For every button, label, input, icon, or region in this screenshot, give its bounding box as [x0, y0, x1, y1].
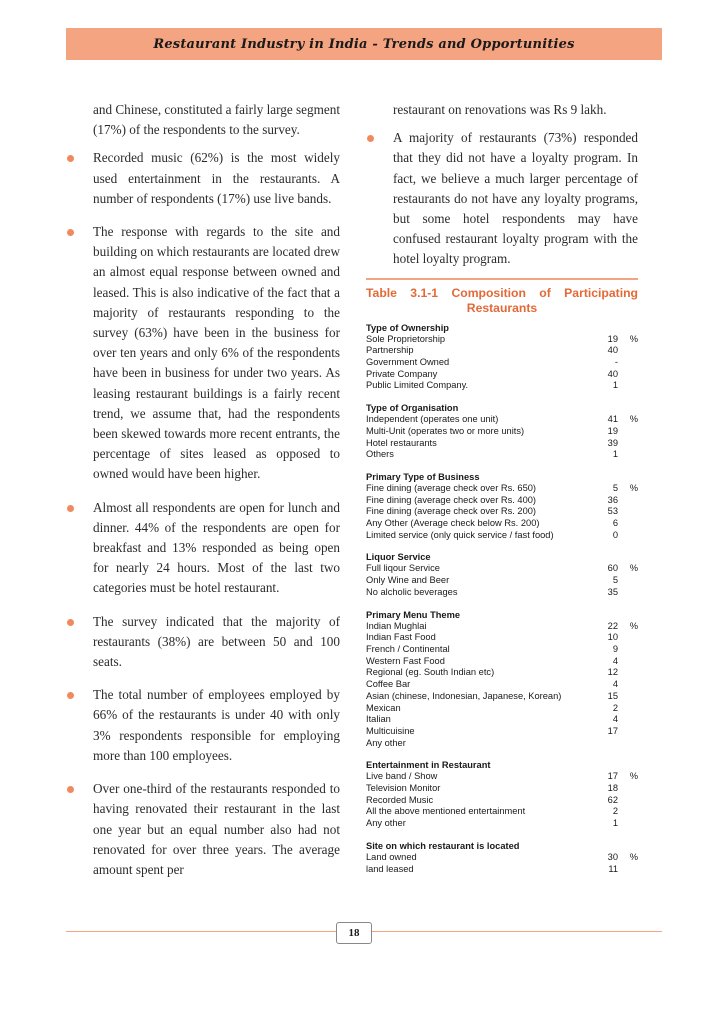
table-row [366, 506, 638, 518]
table-row-value: 0 [612, 529, 618, 540]
table-row-label: Others [366, 449, 394, 460]
table-row-label: Only Wine and Beer [366, 575, 450, 586]
table-row-percent: % [629, 563, 638, 574]
table-row-value: 19 [607, 333, 618, 344]
table-row-value: 4 [612, 714, 618, 725]
table-row-value: 30 [607, 851, 618, 862]
table-section-heading: Liquor Service [366, 552, 431, 563]
bullet-text: Over one-third of the restaurants responded to having renovated their restaurant in the last one year but an equal number also had not renovated for over three years. The average amount spent per [93, 781, 340, 877]
bullet-icon [67, 692, 74, 699]
table-row-percent [618, 518, 638, 530]
table-row-percent [618, 495, 638, 507]
table-row-percent [618, 357, 638, 369]
table-row-percent [618, 380, 638, 392]
table-row-percent: % [629, 333, 638, 344]
table-row-label: Regional (eg. South Indian etc) [366, 667, 495, 678]
table-row [366, 818, 638, 830]
table-row-value: 1 [612, 380, 618, 391]
table-row-label: Live band / Show [366, 771, 438, 782]
table-section [366, 551, 638, 598]
table-row-label: Indian Mughlai [366, 620, 427, 631]
left-column [66, 100, 340, 880]
table-row [366, 783, 638, 795]
table-row-label: Sole Proprietorship [366, 333, 446, 344]
table-row [366, 345, 638, 357]
table-row [366, 852, 638, 864]
table-title [366, 286, 638, 316]
left-intro-paragraph: and Chinese, constituted a fairly large segment (17%) of the respondents to the survey. [93, 102, 340, 138]
table-row-value: 60 [607, 563, 618, 574]
table-row-label: Private Company [366, 368, 438, 379]
table-row-percent [618, 426, 638, 438]
table-row-value: 18 [607, 783, 618, 794]
table-row-label: Mexican [366, 702, 401, 713]
table-row [366, 380, 638, 392]
table-row [366, 426, 638, 438]
table-section-heading: Site on which restaurant is located [366, 840, 520, 851]
table-row-label: Hotel restaurants [366, 437, 437, 448]
footer-rule-right [372, 931, 662, 932]
table-row-value: 39 [607, 437, 618, 448]
table-row-percent [618, 530, 638, 542]
table-title-line1: Table 3.1-1 Composition of Participating [366, 285, 638, 300]
table-row-percent [618, 806, 638, 818]
table-row-label: Any Other (Average check below Rs. 200) [366, 518, 540, 529]
table-row [366, 644, 638, 656]
table-row-percent [618, 438, 638, 450]
table-section [366, 840, 638, 875]
table-row-label: No alcholic beverages [366, 586, 458, 597]
bullet-text: Recorded music (62%) is the most widely used entertainment in the restaurants. A number of respondents (17%) use live bands. [93, 150, 340, 206]
table-row [366, 518, 638, 530]
table-row-value: 15 [607, 690, 618, 701]
table-row-percent [618, 587, 638, 599]
table-row-percent [618, 345, 638, 357]
table-row-value: 62 [607, 794, 618, 805]
table-row-value: 36 [607, 494, 618, 505]
table-row-value: 11 [608, 863, 618, 874]
footer-rule-left [66, 931, 336, 932]
table-row-percent [618, 506, 638, 518]
table-row [366, 449, 638, 461]
table-row-label: Asian (chinese, Indonesian, Japanese, Korean) [366, 690, 562, 701]
table-row [366, 738, 638, 750]
table-section [366, 322, 638, 393]
table-row-label: Any other [366, 818, 406, 829]
table-row-value: 1 [612, 818, 618, 829]
table-row [366, 587, 638, 599]
table-row [366, 369, 638, 381]
table-row-percent [618, 714, 638, 726]
table-section-heading: Type of Organisation [366, 403, 459, 414]
bullet-text: The survey indicated that the majority of restaurants (38%) are between 50 and 100 seats. [93, 613, 340, 670]
table-row-label: Fine dining (average check over Rs. 650) [366, 482, 537, 493]
table-row-label: Recorded Music [366, 794, 434, 805]
table-row-label: Coffee Bar [366, 679, 411, 690]
table-row-percent [618, 864, 638, 876]
bullet-item [66, 779, 340, 880]
table-title-line2: Restaurants [466, 300, 538, 315]
table-row-value: 5 [612, 482, 618, 493]
table-row [366, 438, 638, 450]
table-row-percent [618, 703, 638, 715]
table-row-percent [618, 667, 638, 679]
table-row-label: Partnership [366, 345, 414, 356]
table-row-label: Italian [366, 714, 391, 725]
table-row [366, 656, 638, 668]
table-row-value: 17 [607, 725, 618, 736]
bullet-item [366, 128, 638, 269]
bullet-item [66, 148, 340, 209]
table-row-label: Fine dining (average check over Rs. 200) [366, 506, 537, 517]
table-row-percent [618, 726, 638, 738]
table-row-value: 4 [612, 655, 618, 666]
table-row-label: Western Fast Food [366, 655, 445, 666]
table-row-value: 17 [607, 771, 618, 782]
right-intro-paragraph: restaurant on renovations was Rs 9 lakh. [393, 102, 607, 117]
bullet-text: A majority of restaurants (73%) responded that they did not have a loyalty program. In fact, we believe a much larger percentage of restaurants do not have any loyalty programs, but some hotel respondents may have confused restaurant loyalty program with the hotel loyalty program. [393, 130, 638, 267]
bullet-icon [67, 619, 74, 626]
table-section [366, 759, 638, 830]
page-number: 18 [336, 922, 372, 944]
bullet-text: The response with regards to the site and building on which restaurants are located drew an almost equal response between owned and leased. This is also indicative of the fact that a majority of restaurants responding to the survey (63%) have been in the business for over ten years and only 6% of the respondents have been in business for under two years. As leasing restaurant buildings is a fairly recent trend, we assume that, had the respondents been skewed towards more recent entrants, the percentage of sites leased as opposed to owned would have been higher. [93, 224, 340, 482]
table-row [366, 495, 638, 507]
table-row-label: French / Continental [366, 643, 450, 654]
right-column [366, 100, 638, 875]
table-section [366, 471, 638, 542]
table-row-percent [618, 644, 638, 656]
table-row [366, 575, 638, 587]
table-row-percent: % [629, 851, 638, 862]
table-row-value: 41 [607, 414, 618, 425]
table-row [366, 632, 638, 644]
table-row-value: 2 [612, 702, 618, 713]
table-row-percent [618, 575, 638, 587]
table-section-heading: Type of Ownership [366, 322, 449, 333]
table-row-label: Land owned [366, 851, 417, 862]
table-row-label: Multi-Unit (operates two or more units) [366, 425, 525, 436]
bullet-item [66, 685, 340, 766]
bullet-item [66, 498, 340, 599]
table-row [366, 714, 638, 726]
table-section-heading: Entertainment in Restaurant [366, 760, 491, 771]
table-row [366, 414, 638, 426]
table-row-value: 10 [607, 632, 618, 643]
table-section [366, 609, 638, 750]
table-row-percent [618, 818, 638, 830]
bullet-item [66, 612, 340, 673]
table-row [366, 726, 638, 738]
table-row-value: 5 [612, 575, 618, 586]
table-top-rule [366, 278, 638, 280]
table-row-value: 19 [607, 425, 618, 436]
table-row-label: Multicuisine [366, 725, 415, 736]
table-row-label: land leased [366, 863, 414, 874]
table-row-label: Fine dining (average check over Rs. 400) [366, 494, 537, 505]
table-row-percent: % [629, 482, 638, 493]
bullet-text: Almost all respondents are open for lunch and dinner. 44% of the respondents are open for breakfast and 13% responded as being open for nearly 24 hours. Most of the last two categories must be hotel restaurant. [93, 499, 340, 596]
bullet-icon [67, 786, 74, 793]
table-row-value: 9 [612, 643, 618, 654]
table-row [366, 357, 638, 369]
table-row [366, 795, 638, 807]
table-row [366, 667, 638, 679]
table-row-percent: % [629, 414, 638, 425]
table-row [366, 530, 638, 542]
table-row-percent [618, 449, 638, 461]
table-row-label: Public Limited Company. [366, 380, 469, 391]
table-row-value [592, 738, 618, 750]
table-row-value: 6 [612, 518, 618, 529]
table-row [366, 771, 638, 783]
table-row-value: 53 [607, 506, 618, 517]
bullet-text: The total number of employees employed by 66% of the restaurants is under 40 with only 3% respondents responsible for employing more than 100 employees. [93, 687, 340, 763]
table-row-value: 4 [612, 679, 618, 690]
table-section [366, 402, 638, 461]
table-row-percent [618, 632, 638, 644]
table-row-value: - [614, 357, 618, 368]
table-row-percent [618, 738, 638, 750]
bullet-icon [67, 229, 74, 236]
table-row [366, 864, 638, 876]
table-row [366, 563, 638, 575]
table-row-percent [618, 783, 638, 795]
table-row-label: Indian Fast Food [366, 632, 436, 643]
table-row [366, 703, 638, 715]
table-row [366, 621, 638, 633]
table-row-percent [618, 691, 638, 703]
table-row-value: 1 [612, 449, 618, 460]
table-section-heading: Primary Menu Theme [366, 609, 461, 620]
table-row-value: 22 [607, 620, 618, 631]
table-row-value: 2 [612, 806, 618, 817]
table-row-label: Any other [366, 737, 406, 748]
table-row-percent [618, 795, 638, 807]
bullet-icon [67, 505, 74, 512]
bullet-item [66, 222, 340, 485]
table-row-percent: % [629, 620, 638, 631]
table-row-percent: % [629, 771, 638, 782]
composition-table [366, 322, 638, 876]
table-row-value: 40 [607, 368, 618, 379]
table-row-percent [618, 656, 638, 668]
table-section-heading: Primary Type of Business [366, 471, 480, 482]
bullet-icon [367, 135, 374, 142]
table-row-label: Limited service (only quick service / fast food) [366, 529, 554, 540]
table-row-label: Television Monitor [366, 783, 441, 794]
table-row [366, 483, 638, 495]
table-row-label: Independent (operates one unit) [366, 414, 499, 425]
bullet-icon [67, 155, 74, 162]
table-row [366, 679, 638, 691]
table-row-label: Full liqour Service [366, 563, 440, 574]
header-band [66, 28, 662, 60]
table-row [366, 334, 638, 346]
table-row-label: All the above mentioned entertainment [366, 806, 526, 817]
table-row-percent [618, 369, 638, 381]
table-row-label: Government Owned [366, 357, 450, 368]
table-row-value: 12 [607, 667, 618, 678]
table-row [366, 691, 638, 703]
table-row-value: 35 [607, 586, 618, 597]
running-header-title: Restaurant Industry in India - Trends and Opportunities [153, 36, 575, 52]
table-row-percent [618, 679, 638, 691]
table-row-value: 40 [607, 345, 618, 356]
table-row [366, 806, 638, 818]
